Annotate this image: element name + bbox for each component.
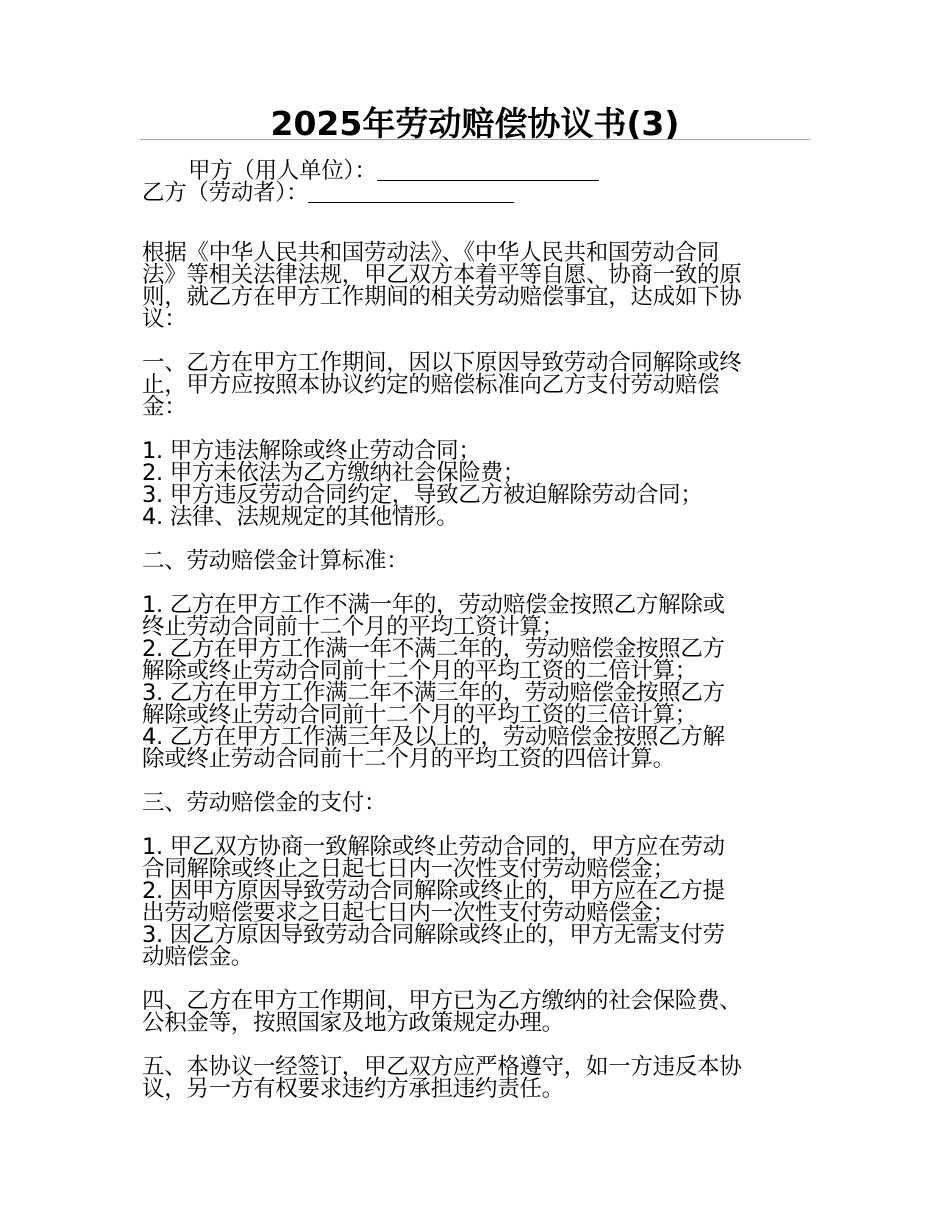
party-b-line bbox=[142, 182, 810, 204]
list-item: 解除或终止劳动合同前十二个月的平均工资的三倍计算； bbox=[142, 702, 698, 728]
list-item: 4. 法律、法规规定的其他情形。 bbox=[142, 504, 459, 530]
section-1-heading bbox=[142, 352, 810, 418]
section-3-heading bbox=[142, 792, 810, 814]
section-4-line: 公积金等，按照国家及地方政策规定办理。 bbox=[142, 1010, 564, 1036]
list-item: 除或终止劳动合同前十二个月的平均工资的四倍计算。 bbox=[142, 746, 675, 772]
party-b-blank bbox=[308, 184, 514, 203]
section-1-items bbox=[142, 440, 810, 528]
list-item: 2. 因甲方原因导致劳动合同解除或终止的，甲方应在乙方提 bbox=[142, 878, 725, 904]
section-5-line: 五、本协议一经签订，甲乙双方应严格遵守，如一方违反本协 bbox=[142, 1054, 742, 1080]
document-body bbox=[142, 160, 810, 1122]
document-title: 2025年劳动赔偿协议书(3) bbox=[270, 104, 680, 143]
intro-line: 则，就乙方在甲方工作期间的相关劳动赔偿事宜，达成如下协 bbox=[142, 284, 742, 310]
list-item: 终止劳动合同前十二个月的平均工资计算； bbox=[142, 614, 564, 640]
section-1-heading-line: 金： bbox=[142, 394, 187, 420]
section-4-line: 四、乙方在甲方工作期间，甲方已为乙方缴纳的社会保险费、 bbox=[142, 988, 742, 1014]
section-2-heading-line: 二、劳动赔偿金计算标准： bbox=[142, 548, 409, 574]
party-b-label: 乙方（劳动者）： bbox=[142, 180, 309, 206]
list-item: 合同解除或终止之日起七日内一次性支付劳动赔偿金； bbox=[142, 856, 675, 882]
list-item: 解除或终止劳动合同前十二个月的平均工资的二倍计算； bbox=[142, 658, 698, 684]
party-a-line bbox=[142, 160, 810, 182]
section-3-items bbox=[142, 836, 810, 968]
list-item: 出劳动赔偿要求之日起七日内一次性支付劳动赔偿金； bbox=[142, 900, 675, 926]
section-1-heading-line: 一、乙方在甲方工作期间，因以下原因导致劳动合同解除或终 bbox=[142, 350, 742, 376]
section-2-items bbox=[142, 594, 810, 770]
list-item: 3. 乙方在甲方工作满二年不满三年的，劳动赔偿金按照乙方 bbox=[142, 680, 725, 706]
section-3-heading-line: 三、劳动赔偿金的支付： bbox=[142, 790, 387, 816]
list-item: 2. 乙方在甲方工作满一年不满二年的，劳动赔偿金按照乙方 bbox=[142, 636, 725, 662]
list-item: 1. 甲方违法解除或终止劳动合同； bbox=[142, 438, 481, 464]
list-item: 动赔偿金。 bbox=[142, 944, 254, 970]
section-5-paragraph bbox=[142, 1056, 810, 1100]
intro-line: 法》等相关法律法规，甲乙双方本着平等自愿、协商一致的原 bbox=[142, 262, 742, 288]
list-item: 2. 甲方未依法为乙方缴纳社会保险费； bbox=[142, 460, 525, 486]
section-1-heading-line: 止，甲方应按照本协议约定的赔偿标准向乙方支付劳动赔偿 bbox=[142, 372, 720, 398]
parties-block bbox=[142, 160, 810, 204]
title-underline bbox=[140, 139, 810, 140]
list-item: 3. 因乙方原因导致劳动合同解除或终止的，甲方无需支付劳 bbox=[142, 922, 725, 948]
intro-paragraph bbox=[142, 242, 810, 330]
section-2-heading bbox=[142, 550, 810, 572]
section-5-line: 议，另一方有权要求违约方承担违约责任。 bbox=[142, 1076, 564, 1102]
list-item: 3. 甲方违反劳动合同约定，导致乙方被迫解除劳动合同； bbox=[142, 482, 703, 508]
party-a-blank bbox=[377, 162, 599, 181]
list-item: 1. 乙方在甲方工作不满一年的，劳动赔偿金按照乙方解除或 bbox=[142, 592, 725, 618]
intro-line: 议： bbox=[142, 306, 187, 332]
list-item: 1. 甲乙双方协商一致解除或终止劳动合同的，甲方应在劳动 bbox=[142, 834, 725, 860]
party-a-label: 甲方（用人单位）： bbox=[188, 158, 377, 184]
section-4-paragraph bbox=[142, 990, 810, 1034]
intro-line: 根据《中华人民共和国劳动法》、《中华人民共和国劳动合同 bbox=[142, 240, 719, 266]
list-item: 4. 乙方在甲方工作满三年及以上的，劳动赔偿金按照乙方解 bbox=[142, 724, 725, 750]
